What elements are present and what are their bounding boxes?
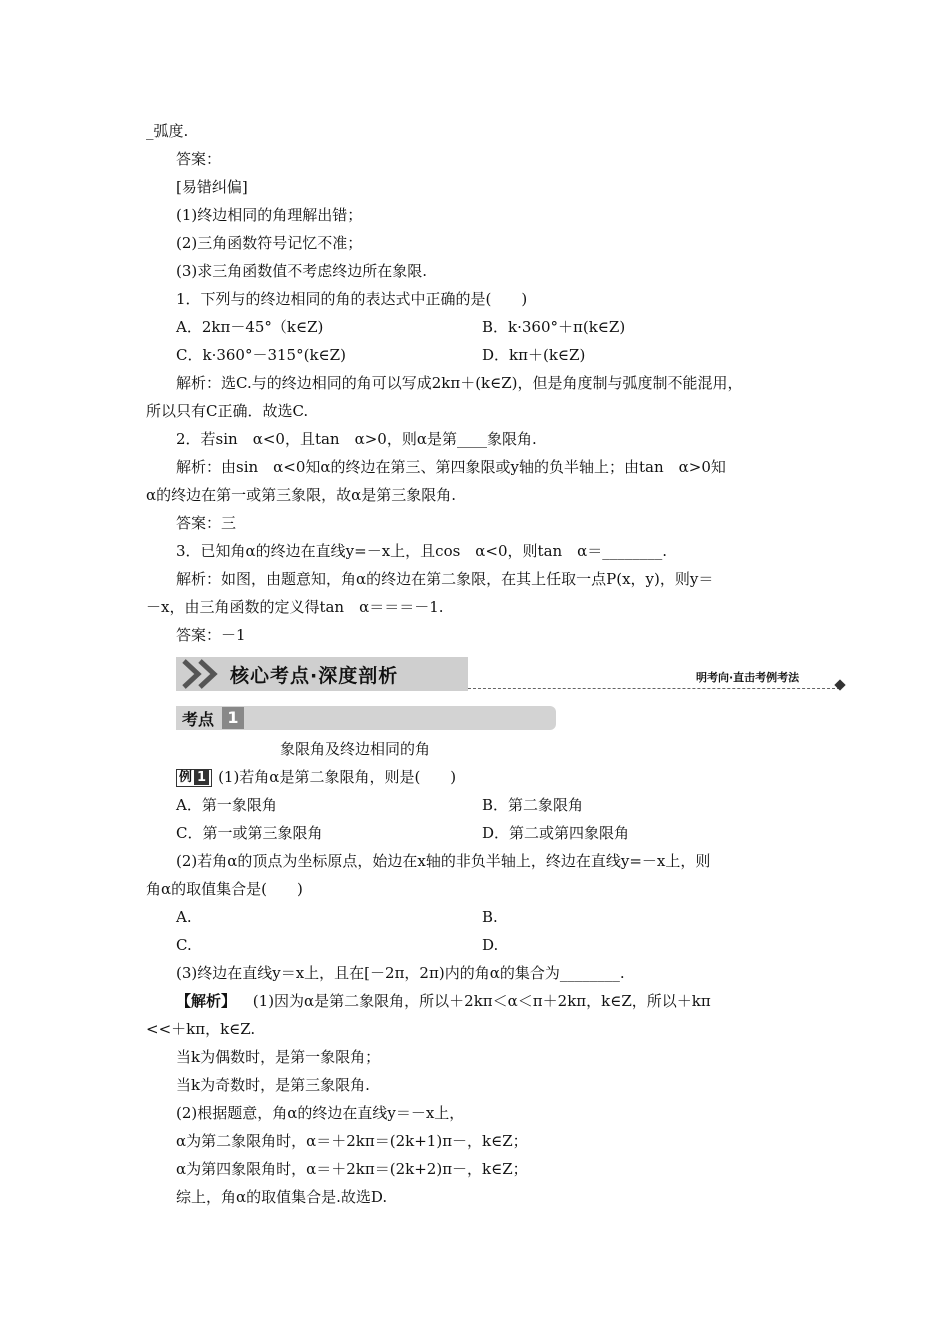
topic-title: 象限角及终边相同的角 [280, 740, 431, 758]
kaodian-label: 考点 [182, 710, 215, 729]
example-1-part-2: (2)若角α的顶点为坐标原点，始边在x轴的非负半轴上，终边在直线y=－x上，则 [176, 852, 711, 870]
option-d: D. [482, 936, 499, 954]
text-line: (1)终边相同的角理解出错； [176, 206, 363, 224]
section-heading-errors: [易错纠偏] [176, 178, 248, 196]
option-a: A. [176, 908, 192, 926]
solution-text: 解析：如图，由题意知，角α的终边在第二象限，在其上任取一点P(x，y)，则y＝ [176, 570, 714, 588]
example-1-part-3: (3)终边在直线y＝x上，且在[－2π，2π)内的角α的集合为________. [176, 964, 625, 982]
kaodian-bar [176, 706, 556, 730]
option-c: C. [176, 936, 192, 954]
question-2: 2．若sin α<0，且tan α>0，则α是第____象限角. [176, 430, 537, 448]
option-d: D．第二或第四象限角 [482, 824, 630, 842]
banner-subtitle: 明考向·直击考例考法 [696, 671, 800, 684]
option-a: A．第一象限角 [176, 796, 277, 814]
option-b: B．k·360°＋π(k∈Z) [482, 318, 626, 336]
text-line: (2)三角函数符号记忆不准； [176, 234, 363, 252]
solution-text: －x，由三角函数的定义得tan α＝＝＝－1. [146, 598, 444, 616]
answer-text: 答案：三 [176, 514, 237, 532]
solution-text: 【解析】 (1)因为α是第二象限角，所以＋2kπ＜α＜π＋2kπ，k∈Z，所以＋kπ [176, 992, 711, 1010]
question-3: 3．已知角α的终边在直线y=－x上，且cos α<0，则tan α＝________. [176, 542, 668, 560]
question-1: 1．下列与的终边相同的角的表达式中正确的是( ) [176, 290, 528, 308]
text-line: _弧度. [146, 122, 189, 140]
solution-text: 综上，角α的取值集合是.故选D. [176, 1188, 388, 1206]
solution-text: 当k为奇数时，是第三象限角. [176, 1076, 370, 1094]
solution-text: 解析：由sin α<0知α的终边在第三、第四象限或y轴的负半轴上；由tan α>0知 [176, 458, 726, 476]
example-badge: 例 1 [176, 769, 212, 787]
solution-text: 当k为偶数时，是第一象限角； [176, 1048, 381, 1066]
solution-text: 所以只有C正确．故选C. [146, 402, 309, 420]
solution-text: α的终边在第一或第三象限，故α是第三象限角. [146, 486, 457, 504]
answer-text: 答案：－1 [176, 626, 246, 644]
example-1-part-1: 例 1 (1)若角α是第二象限角，则是( ) [176, 766, 456, 788]
option-b: B. [482, 908, 498, 926]
option-c: C．第一或第三象限角 [176, 824, 323, 842]
section-banner [176, 657, 848, 691]
solution-text: α为第四象限角时，α＝＋2kπ＝(2k+2)π－，k∈Z； [176, 1160, 528, 1178]
option-d: D．kπ＋(k∈Z) [482, 346, 586, 364]
kaodian-number: 1 [222, 707, 244, 729]
option-a: A．2kπ－45°（k∈Z) [176, 318, 324, 336]
option-b: B．第二象限角 [482, 796, 584, 814]
solution-text: <<＋kπ，k∈Z. [146, 1020, 256, 1038]
text-line: 角α的取值集合是( ) [146, 880, 303, 898]
option-c: C．k·360°－315°(k∈Z) [176, 346, 346, 364]
solution-text: (2)根据题意，角α的终边在直线y＝－x上， [176, 1104, 465, 1122]
banner-title: 核心考点·深度剖析 [230, 665, 399, 687]
solution-label: 【解析】 [176, 992, 237, 1010]
solution-text: 解析：选C.与的终边相同的角可以写成2kπ＋(k∈Z)，但是角度制与弧度制不能混用， [176, 374, 743, 392]
solution-text: α为第二象限角时，α＝＋2kπ＝(2k+1)π－，k∈Z； [176, 1132, 528, 1150]
banner-divider [468, 688, 840, 689]
double-chevron-icon [180, 659, 226, 689]
text-line: (3)求三角函数值不考虑终边所在象限. [176, 262, 428, 280]
answer-label: 答案： [176, 150, 222, 168]
